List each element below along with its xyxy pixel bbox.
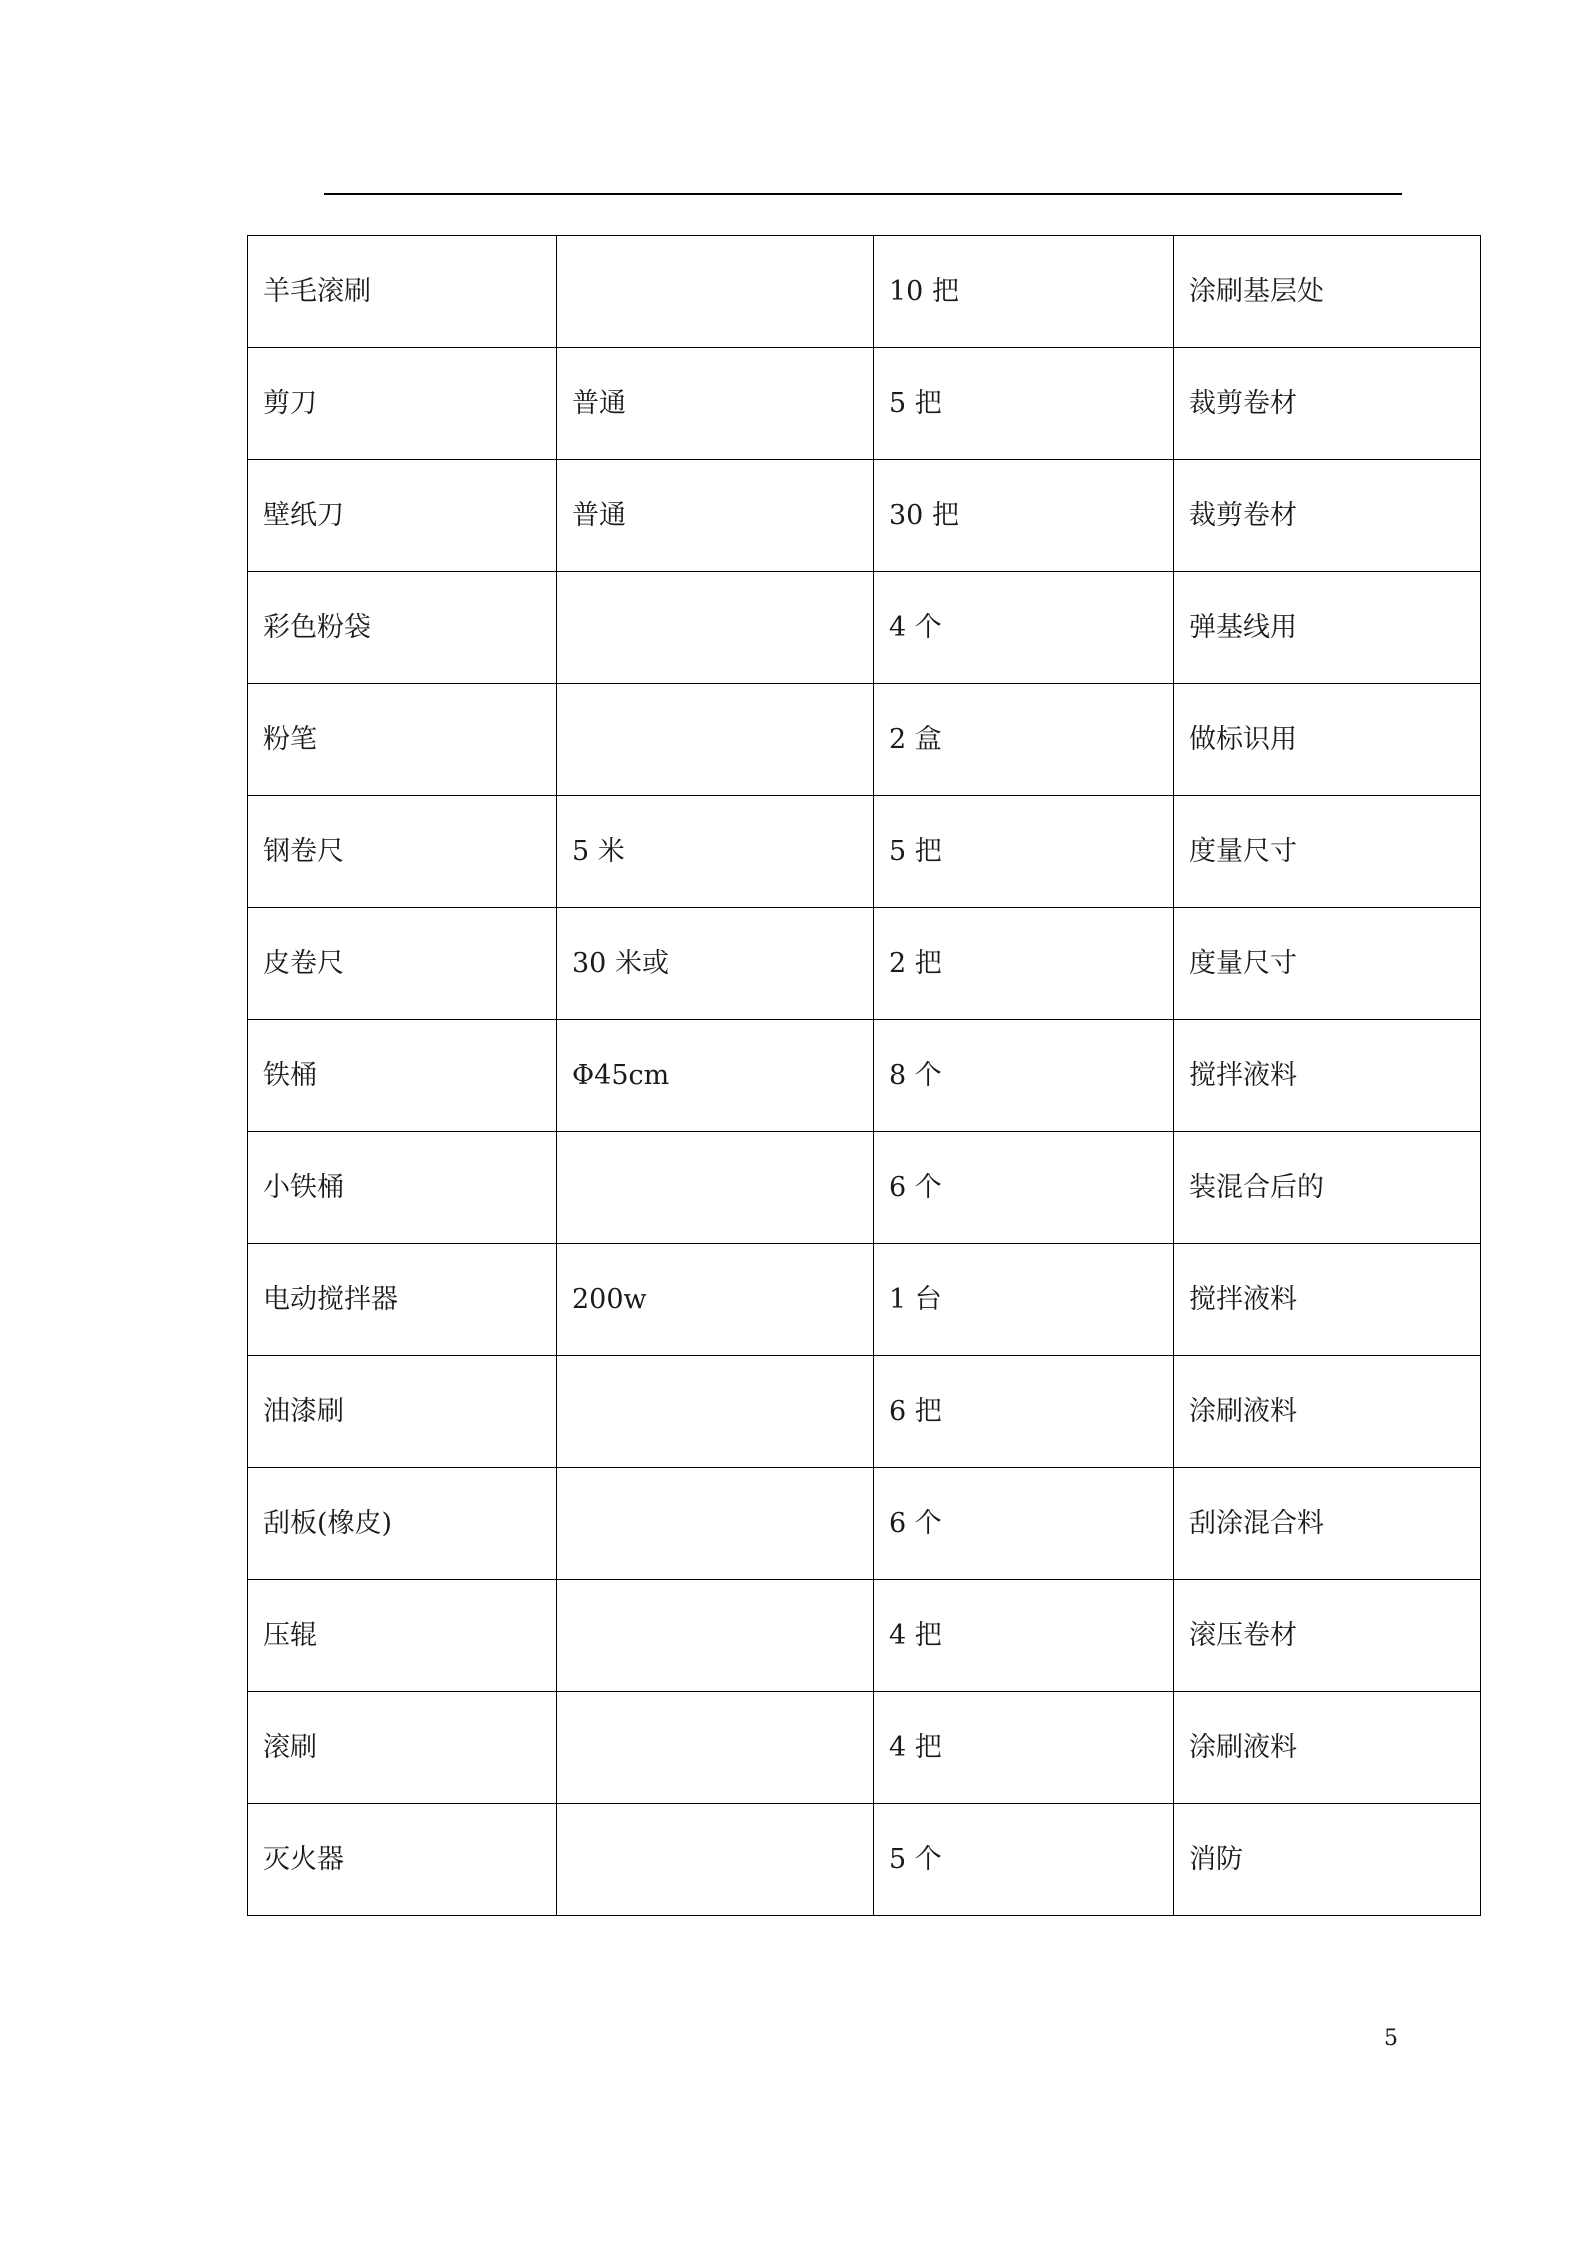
- table-row: [248, 1804, 1481, 1916]
- tool-name-cell: 壁纸刀: [248, 460, 557, 572]
- tool-spec-cell: [557, 1804, 874, 1916]
- tool-purpose-cell: 搅拌液料: [1174, 1244, 1481, 1356]
- tool-purpose-cell: 做标识用: [1174, 684, 1481, 796]
- tool-name-cell: 电动搅拌器: [248, 1244, 557, 1356]
- table-row: [248, 1356, 1481, 1468]
- tool-spec-cell: [557, 236, 874, 348]
- tool-quantity-cell: 4 个: [874, 572, 1174, 684]
- tool-name-cell: 钢卷尺: [248, 796, 557, 908]
- tool-quantity-cell: 6 个: [874, 1468, 1174, 1580]
- tool-purpose-cell: 度量尺寸: [1174, 796, 1481, 908]
- tool-spec-cell: 5 米: [557, 796, 874, 908]
- tool-quantity-cell: 5 把: [874, 796, 1174, 908]
- tool-quantity-cell: 6 个: [874, 1132, 1174, 1244]
- table-row: [248, 460, 1481, 572]
- tool-spec-cell: Φ45cm: [557, 1020, 874, 1132]
- tool-quantity-cell: 4 把: [874, 1580, 1174, 1692]
- table-row: [248, 572, 1481, 684]
- tool-purpose-cell: 搅拌液料: [1174, 1020, 1481, 1132]
- tool-spec-cell: [557, 572, 874, 684]
- tool-quantity-cell: 5 个: [874, 1804, 1174, 1916]
- tool-name-cell: 小铁桶: [248, 1132, 557, 1244]
- table-row: [248, 236, 1481, 348]
- tool-name-cell: 粉笔: [248, 684, 557, 796]
- tool-quantity-cell: 2 盒: [874, 684, 1174, 796]
- tool-quantity-cell: 4 把: [874, 1692, 1174, 1804]
- tool-spec-cell: [557, 1692, 874, 1804]
- table-row: [248, 1020, 1481, 1132]
- tool-spec-cell: [557, 684, 874, 796]
- tool-quantity-cell: 8 个: [874, 1020, 1174, 1132]
- tool-quantity-cell: 5 把: [874, 348, 1174, 460]
- tool-name-cell: 压辊: [248, 1580, 557, 1692]
- table-row: [248, 908, 1481, 1020]
- table-row: [248, 348, 1481, 460]
- tool-name-cell: 刮板(橡皮): [248, 1468, 557, 1580]
- table-row: [248, 1244, 1481, 1356]
- tool-spec-cell: 30 米或: [557, 908, 874, 1020]
- tool-quantity-cell: 30 把: [874, 460, 1174, 572]
- tool-name-cell: 羊毛滚刷: [248, 236, 557, 348]
- table-row: [248, 684, 1481, 796]
- tool-spec-cell: 普通: [557, 348, 874, 460]
- tool-purpose-cell: 装混合后的: [1174, 1132, 1481, 1244]
- tool-name-cell: 灭火器: [248, 1804, 557, 1916]
- tool-purpose-cell: 度量尺寸: [1174, 908, 1481, 1020]
- table-row: [248, 1580, 1481, 1692]
- header-rule: [324, 193, 1402, 195]
- tool-quantity-cell: 1 台: [874, 1244, 1174, 1356]
- tool-name-cell: 滚刷: [248, 1692, 557, 1804]
- tool-purpose-cell: 裁剪卷材: [1174, 460, 1481, 572]
- tool-spec-cell: [557, 1468, 874, 1580]
- page-number: 5: [1384, 2026, 1398, 2051]
- tool-name-cell: 油漆刷: [248, 1356, 557, 1468]
- table-row: [248, 1692, 1481, 1804]
- tool-spec-cell: 普通: [557, 460, 874, 572]
- tool-spec-cell: [557, 1132, 874, 1244]
- tool-quantity-cell: 2 把: [874, 908, 1174, 1020]
- tool-spec-cell: 200w: [557, 1244, 874, 1356]
- table-row: [248, 1468, 1481, 1580]
- table-row: [248, 796, 1481, 908]
- tool-purpose-cell: 消防: [1174, 1804, 1481, 1916]
- table-row: [248, 1132, 1481, 1244]
- tool-name-cell: 彩色粉袋: [248, 572, 557, 684]
- tool-name-cell: 剪刀: [248, 348, 557, 460]
- tool-purpose-cell: 弹基线用: [1174, 572, 1481, 684]
- tool-purpose-cell: 裁剪卷材: [1174, 348, 1481, 460]
- tool-purpose-cell: 刮涂混合料: [1174, 1468, 1481, 1580]
- tool-spec-cell: [557, 1356, 874, 1468]
- tool-purpose-cell: 涂刷液料: [1174, 1356, 1481, 1468]
- tool-purpose-cell: 涂刷液料: [1174, 1692, 1481, 1804]
- tool-spec-cell: [557, 1580, 874, 1692]
- tool-purpose-cell: 涂刷基层处: [1174, 236, 1481, 348]
- tools-table-body: [248, 236, 1481, 1916]
- tool-name-cell: 皮卷尺: [248, 908, 557, 1020]
- tools-table: [247, 235, 1481, 1916]
- tool-name-cell: 铁桶: [248, 1020, 557, 1132]
- tool-quantity-cell: 6 把: [874, 1356, 1174, 1468]
- tool-purpose-cell: 滚压卷材: [1174, 1580, 1481, 1692]
- tool-quantity-cell: 10 把: [874, 236, 1174, 348]
